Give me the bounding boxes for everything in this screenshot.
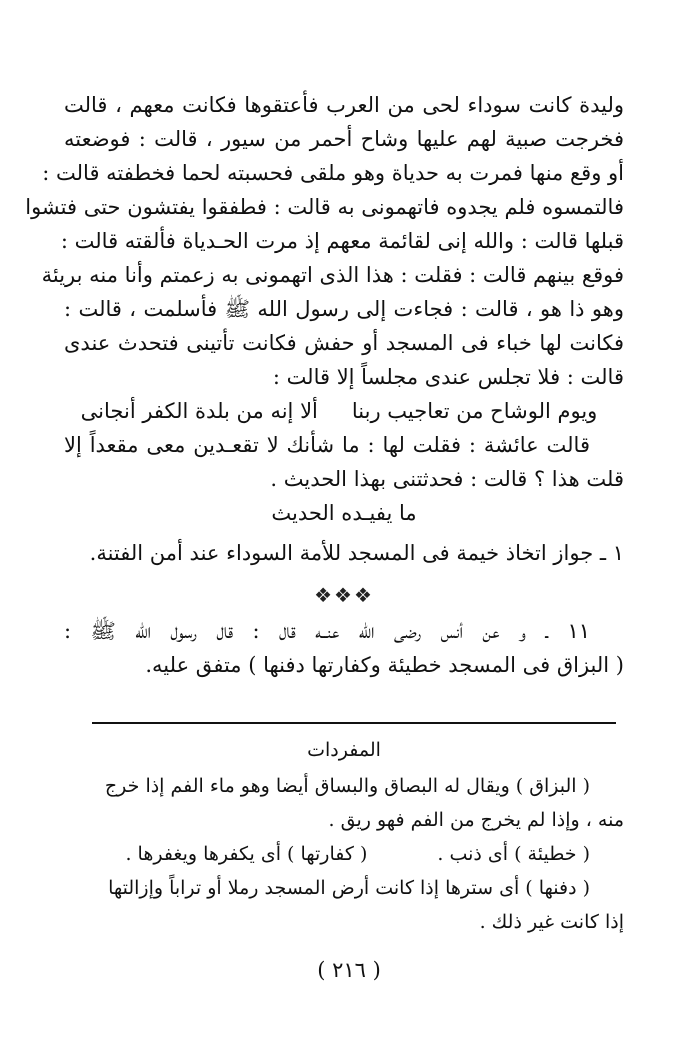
text-line: قالت عائشة : فقلت لها : ما شأنك لا تقعـدين معى مقعداً إلا	[64, 433, 590, 457]
text-line: قبلها قالت : والله إنى لقائمة معهم إذ مرت الحـدياة فألقته قالت :	[60, 229, 624, 253]
main-text	[25, 88, 624, 682]
poem-verse	[64, 394, 624, 428]
footnote-divider	[92, 722, 616, 724]
note-pair	[64, 837, 624, 871]
poem-hemistich-right: ويوم الوشاح من تعاجيب ربنا	[351, 399, 598, 423]
page-number: ( ٢١٦ )	[317, 958, 381, 982]
benefits-heading: ما يفيـده الحديث	[271, 501, 417, 525]
text-line: فالتمسوه فلم يجدوه فاتهمونى به قالت : فطفقوا يفتشون حتى فتشوا	[25, 195, 624, 219]
note-line: منه ، وإذا لم يخرج من الفم فهو ريق .	[328, 809, 624, 831]
note-khatia: ( خطيئة ) أى ذنب .	[437, 843, 590, 865]
vocabulary-notes	[64, 733, 624, 939]
text-line: فكانت لها خباء فى المسجد أو حفش فكانت تأتينى فتحدث عندى	[64, 331, 624, 355]
vocab-heading: المفردات	[307, 739, 381, 761]
note-line: ( دفنها ) أى سترها إذا كانت أرض المسجد رملا أو تراباً وإزالتها	[108, 877, 590, 899]
text-line: قالت : فلا تجلس عندى مجلساً إلا قالت :	[272, 365, 624, 389]
note-line: إذا كانت غير ذلك .	[479, 911, 624, 933]
text-line: أو وقع منها فمرت به حدياة وهو ملقى فحسبته لحما فخطفته قالت :	[42, 161, 624, 185]
text-line: وليدة كانت سوداء لحى من العرب فأعتقوها فكانت معهم ، قالت	[64, 93, 624, 117]
text-line: فوقع بينهم قالت : فقلت : هذا الذى اتهمونى به زعمتم وأنا منه بريئة	[41, 263, 624, 287]
poem-hemistich-left: ألا إنه من بلدة الكفر أنجانى	[80, 399, 318, 423]
text-line: وهو ذا هو ، قالت : فجاءت إلى رسول الله ﷺ فأسلمت ، قالت :	[64, 297, 624, 321]
note-kaffaratuha: ( كفارتها ) أى يكفرها ويغفرها .	[125, 843, 368, 865]
hadith-line: ١١ ـ و عن أنس رضى الله عنــه قال : قال رسول الله ﷺ :	[64, 619, 590, 643]
text-line: قلت هذا ؟ قالت : فحدثتنى بهذا الحديث .	[270, 467, 624, 491]
note-line: ( البزاق ) ويقال له البصاق والبساق أيضا وهو ماء الفم إذا خرج	[104, 775, 590, 797]
hadith-line: ( البزاق فى المسجد خطيئة وكفارتها دفنها ) متفق عليه.	[145, 653, 624, 677]
ornament-divider: ❖❖❖	[314, 583, 374, 607]
text-line: فخرجت صبية لهم عليها وشاح أحمر من سيور ، قالت : فوضعته	[64, 127, 624, 151]
benefit-item: ١ ـ جواز اتخاذ خيمة فى المسجد للأمة السوداء عند أمن الفتنة.	[89, 541, 624, 565]
